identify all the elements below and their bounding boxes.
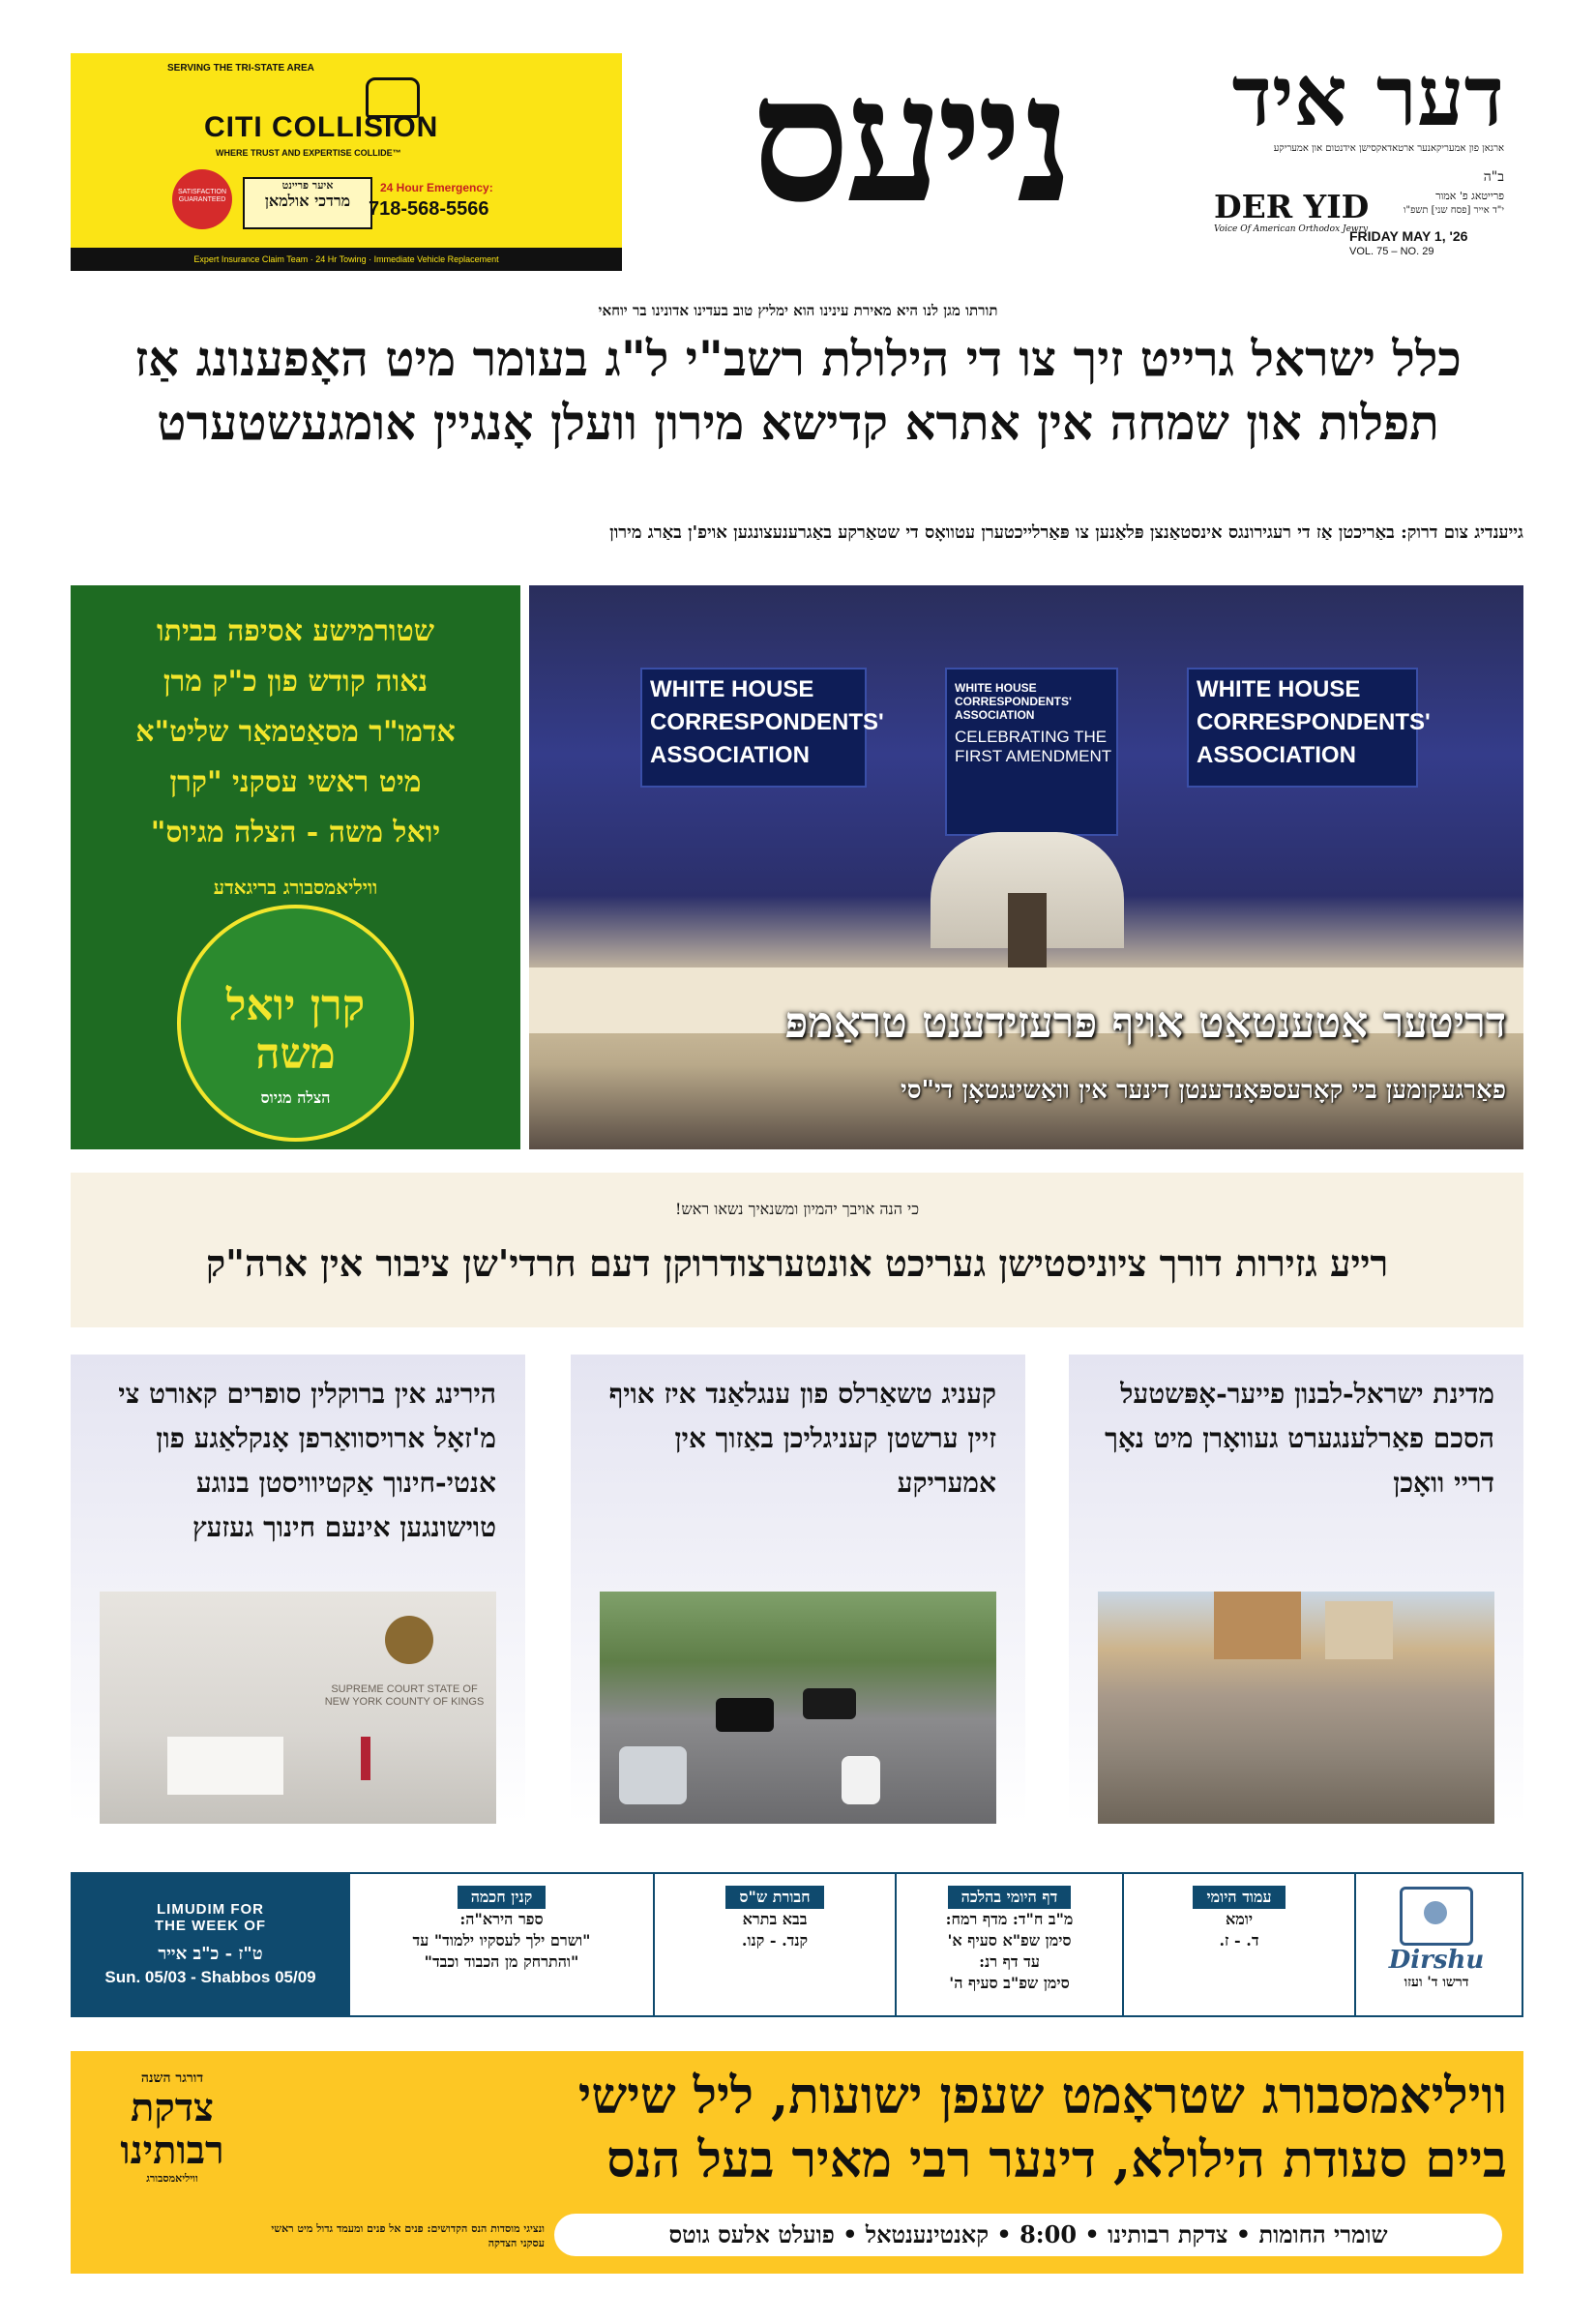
green-ad-line: יואל משה - הצלה מגיוס" xyxy=(150,816,441,849)
screen-text: FIRST AMENDMENT xyxy=(955,747,1112,765)
main-photo-caption-title[interactable]: דריטער אַטענטאַט אויף פּרעזידענט טראַמפּ xyxy=(784,998,1506,1048)
screen-text: ASSOCIATION xyxy=(1197,742,1356,768)
flag-shape xyxy=(361,1737,370,1780)
car-shape xyxy=(716,1698,774,1732)
dirshu-name: Dirshu xyxy=(1388,1946,1485,1975)
column-headline: קעניג טשאַרלס פון ענגלאַנד איז אויף זיין ערשטן קעניגליכן באַזוך אין אמעריקע xyxy=(608,1378,996,1499)
ad-signature-box xyxy=(243,177,372,229)
seal-top-text: דורגר השנה xyxy=(140,2070,204,2086)
ad-serving-text: SERVING THE TRI-STATE AREA xyxy=(167,63,314,74)
building-shape xyxy=(1214,1592,1301,1659)
masthead-title: נייעס xyxy=(751,38,1068,242)
limud-header: עמוד היומי xyxy=(1193,1886,1285,1909)
column-headline: הירינג אין ברוקלין סופרים קאורט צי מ'זאָל ארויסוואַרפן אָנקלאַגע פון אנטי-חינוך אַקטיוויסטן בנוגע טוישונגען אינעם חינוך געזעץ xyxy=(118,1378,496,1543)
limudim-title-1: LIMUDIM FOR xyxy=(157,1901,264,1918)
screen-left xyxy=(640,668,884,788)
screen-text: CORRESPONDENTS' xyxy=(650,709,884,735)
screen-text: CELEBRATING THE xyxy=(955,728,1108,746)
tzidkas-raboseinu-seal-icon xyxy=(90,2070,254,2254)
headline-line-2: תפלות און שמחה אין אתרא קדישא מירון וועלן אָנגיין אומגעשטערט xyxy=(157,394,1439,451)
podium xyxy=(1008,893,1047,978)
limud-line: סימן שפ"ב סעיף ה' xyxy=(949,1974,1070,1992)
ad-services-strip: Expert Insurance Claim Team · 24 Hr Towing · Immediate Vehicle Replacement xyxy=(71,248,622,271)
limud-header: קנין חכמה xyxy=(458,1886,547,1909)
dirshu-book-icon xyxy=(1400,1887,1473,1946)
dirshu-tagline: דרשו ד' ועזו xyxy=(1404,1975,1469,1990)
bottom-advertisement[interactable] xyxy=(71,2051,1523,2274)
motorcade-photo xyxy=(600,1592,996,1824)
satisfaction-seal-icon: SATISFACTION GUARANTEED xyxy=(172,169,232,229)
limud-line: עד דף רנ: xyxy=(979,1952,1040,1971)
green-ad-line: אדמו"ר מסאַטמאַר שליט"א xyxy=(135,715,456,749)
sub-headline: גייענדיג צום דרוק: באַריכטן אַז די רעגירונגס אינסטאַנצן פּלאַנען צו פּאַרלייכטערן עטוואָס די שטאַרקע באַגרענעצונגען אויפ'ן באַרג מירון xyxy=(609,522,1523,543)
seal-main-text: צדקת רבותינו xyxy=(120,2085,224,2173)
ad-brand: CITI COLLISION xyxy=(204,111,439,143)
limud-line: ספר הירא"ה: xyxy=(459,1910,544,1928)
column-headline: מדינת ישראל-לבנון פייער-אָפּשטעל הסכם פאַרלענגערט געוואָרן מיט נאָך דריי וואָכן xyxy=(1105,1378,1494,1499)
headline-line-1: כלל ישראל גרייט זיך צו די הילולת רשב"י ל"ג בעומר מיט האָפענונג אַז xyxy=(134,330,1462,387)
car-shape xyxy=(803,1688,856,1719)
limudim-hebrew-range: ט"ז - כ"ב אייר xyxy=(158,1944,263,1964)
masthead-logo: DER YID xyxy=(1214,188,1370,225)
green-advertisement[interactable] xyxy=(71,585,520,1149)
top-advertisement[interactable] xyxy=(71,53,622,271)
limudim-title-panel xyxy=(73,1874,348,2015)
masthead-bh: ב"ה xyxy=(1483,169,1504,185)
screen-text: ASSOCIATION xyxy=(955,708,1035,722)
cream-banner-title: רייע גזירות דורך ציוניסטישן געריכט אונטערצודרוקן דעם חרדי'שן ציבור אין ארה"ק xyxy=(205,1241,1389,1285)
limud-header: חבורת ש"ס xyxy=(725,1886,823,1909)
masthead-hebrew-date-2: י"ד אייר [פסח שני] תשפ"ו xyxy=(1403,205,1504,216)
dirshu-logo[interactable] xyxy=(1364,1887,1509,2003)
news-column-brooklyn-court[interactable] xyxy=(71,1354,525,1824)
seal-sub-text: וויליאמסבורג xyxy=(146,2172,198,2185)
screen-text: WHITE HOUSE xyxy=(650,676,814,702)
masthead-tagline: ארגאן פון אמעריקאנער ארטאדאקסישן אידנטום און אמעריקע xyxy=(1273,143,1504,154)
news-column-israel-lebanon[interactable] xyxy=(1069,1354,1523,1824)
bottom-ad-info-pill: שומרי החומות • צדקת רבותינו • 8:00 • קאנטינענטאל • פועלט אלעס גוטס xyxy=(554,2214,1502,2256)
green-ad-line: מיט ראשי עסקני "קרן xyxy=(169,765,422,799)
limud-daf-halacha xyxy=(895,1874,1122,2015)
court-sign-text: SUPREME COURT STATE OF NEW YORK COUNTY OF KINGS xyxy=(324,1683,485,1708)
limud-line: "והתרחק מן הכבוד וכבד" xyxy=(424,1952,579,1971)
screen-right xyxy=(1187,668,1431,788)
limud-kinyan-chochma xyxy=(348,1874,653,2015)
masthead-hebrew-date: פרייטאג פ' אמור xyxy=(1435,190,1504,202)
limudim-date-range: Sun. 05/03 - Shabbos 05/09 xyxy=(104,1968,316,1986)
masthead-volume: VOL. 75 – NO. 29 xyxy=(1349,246,1434,257)
building-shape xyxy=(1325,1601,1393,1659)
car-shape xyxy=(619,1746,687,1804)
top-quote: תורתו מגן לנו היא מאירת עינינו הוא ימליץ טוב בעדינו אדונינו בר יוחאי xyxy=(598,302,998,319)
screen-text: CORRESPONDENTS' xyxy=(1197,709,1431,735)
ad-emergency-label: 24 Hour Emergency: xyxy=(380,181,493,194)
masthead-der-yid: דער איד xyxy=(1231,47,1504,145)
masthead-date: FRIDAY MAY 1, '26 xyxy=(1349,228,1468,244)
screen-text: CORRESPONDENTS' xyxy=(955,695,1072,708)
ad-tagline: WHERE TRUST AND EXPERTISE COLLIDE™ xyxy=(216,148,401,158)
limud-line: קנד. - קנו. xyxy=(741,1931,809,1950)
limud-chaburas-shas xyxy=(653,1874,895,2015)
ad-sign-big: מרדכי אולמאן xyxy=(264,192,351,211)
limud-line: סימן שפ"א סעיף א' xyxy=(947,1931,1072,1950)
green-ad-line: שטורמישע אסיפה בביתו xyxy=(156,614,435,648)
courthouse-photo xyxy=(100,1592,496,1824)
desk-shape xyxy=(167,1737,283,1795)
main-news-photo[interactable] xyxy=(529,585,1523,1149)
masthead-logo-sub: Voice Of American Orthodox Jewry xyxy=(1214,224,1369,234)
rubble-photo xyxy=(1098,1592,1494,1824)
emblem-sub-text: הצלה מגיוס xyxy=(260,1088,331,1107)
cream-banner-quote: כי הנה אויבך יהמיון ומשנאיך נשאו ראש! xyxy=(674,1200,920,1218)
limud-line: ד. - ז. xyxy=(1219,1931,1259,1950)
bottom-ad-headline-1: וויליאמסבורג שטראָמט שעפן ישועות, ליל שישי xyxy=(577,2067,1507,2126)
limudim-title-2: THE WEEK OF xyxy=(154,1918,267,1934)
motorcycle-shape xyxy=(842,1756,880,1804)
green-ad-line: נאוה קודש פון כ"ק מרן xyxy=(163,665,429,699)
emblem-top-text: וויליאמסבורג בריגאדע xyxy=(213,876,378,899)
screen-text: WHITE HOUSE xyxy=(955,681,1037,695)
screen-text: ASSOCIATION xyxy=(650,742,810,768)
screen-middle xyxy=(945,668,1118,836)
main-photo-caption-sub: פאַרגעקומען ביי קאָרעספּאָנדענטן דינער אין וואַשינגטאָן די"סי xyxy=(900,1076,1506,1105)
limud-line: מ"ב ח"ד: מדף רמח: xyxy=(945,1910,1074,1928)
court-seal-icon xyxy=(385,1616,433,1664)
main-headline[interactable] xyxy=(63,327,1533,455)
emblem-main-text: קרן יואל משה xyxy=(225,981,366,1079)
green-ad-text xyxy=(90,607,501,858)
limud-line: "ושרם ילך לעסקיו ילמוד" עד xyxy=(412,1931,591,1950)
news-column-king-charles[interactable] xyxy=(571,1354,1025,1824)
bottom-ad-headline-2: ביים סעודת הילולא, דינער רבי מאיר בעל הנס xyxy=(606,2130,1507,2189)
screen-text: WHITE HOUSE xyxy=(1197,676,1361,702)
ad-sign-small: איער פריינט xyxy=(281,179,334,192)
bottom-ad-fine-print: ונציגי מוסדות הנס הקדושים: פנים אל פנים ומעמד גדול מיט ראשי עסקני הצדקה xyxy=(271,2222,545,2249)
limud-amud-yomi xyxy=(1122,1874,1354,2015)
ad-phone: 718-568-5566 xyxy=(369,198,489,220)
limud-header: דף היומי בהלכה xyxy=(948,1886,1072,1909)
limud-line: יומא xyxy=(1225,1910,1254,1928)
limud-line: בבא בתרא xyxy=(742,1910,808,1928)
